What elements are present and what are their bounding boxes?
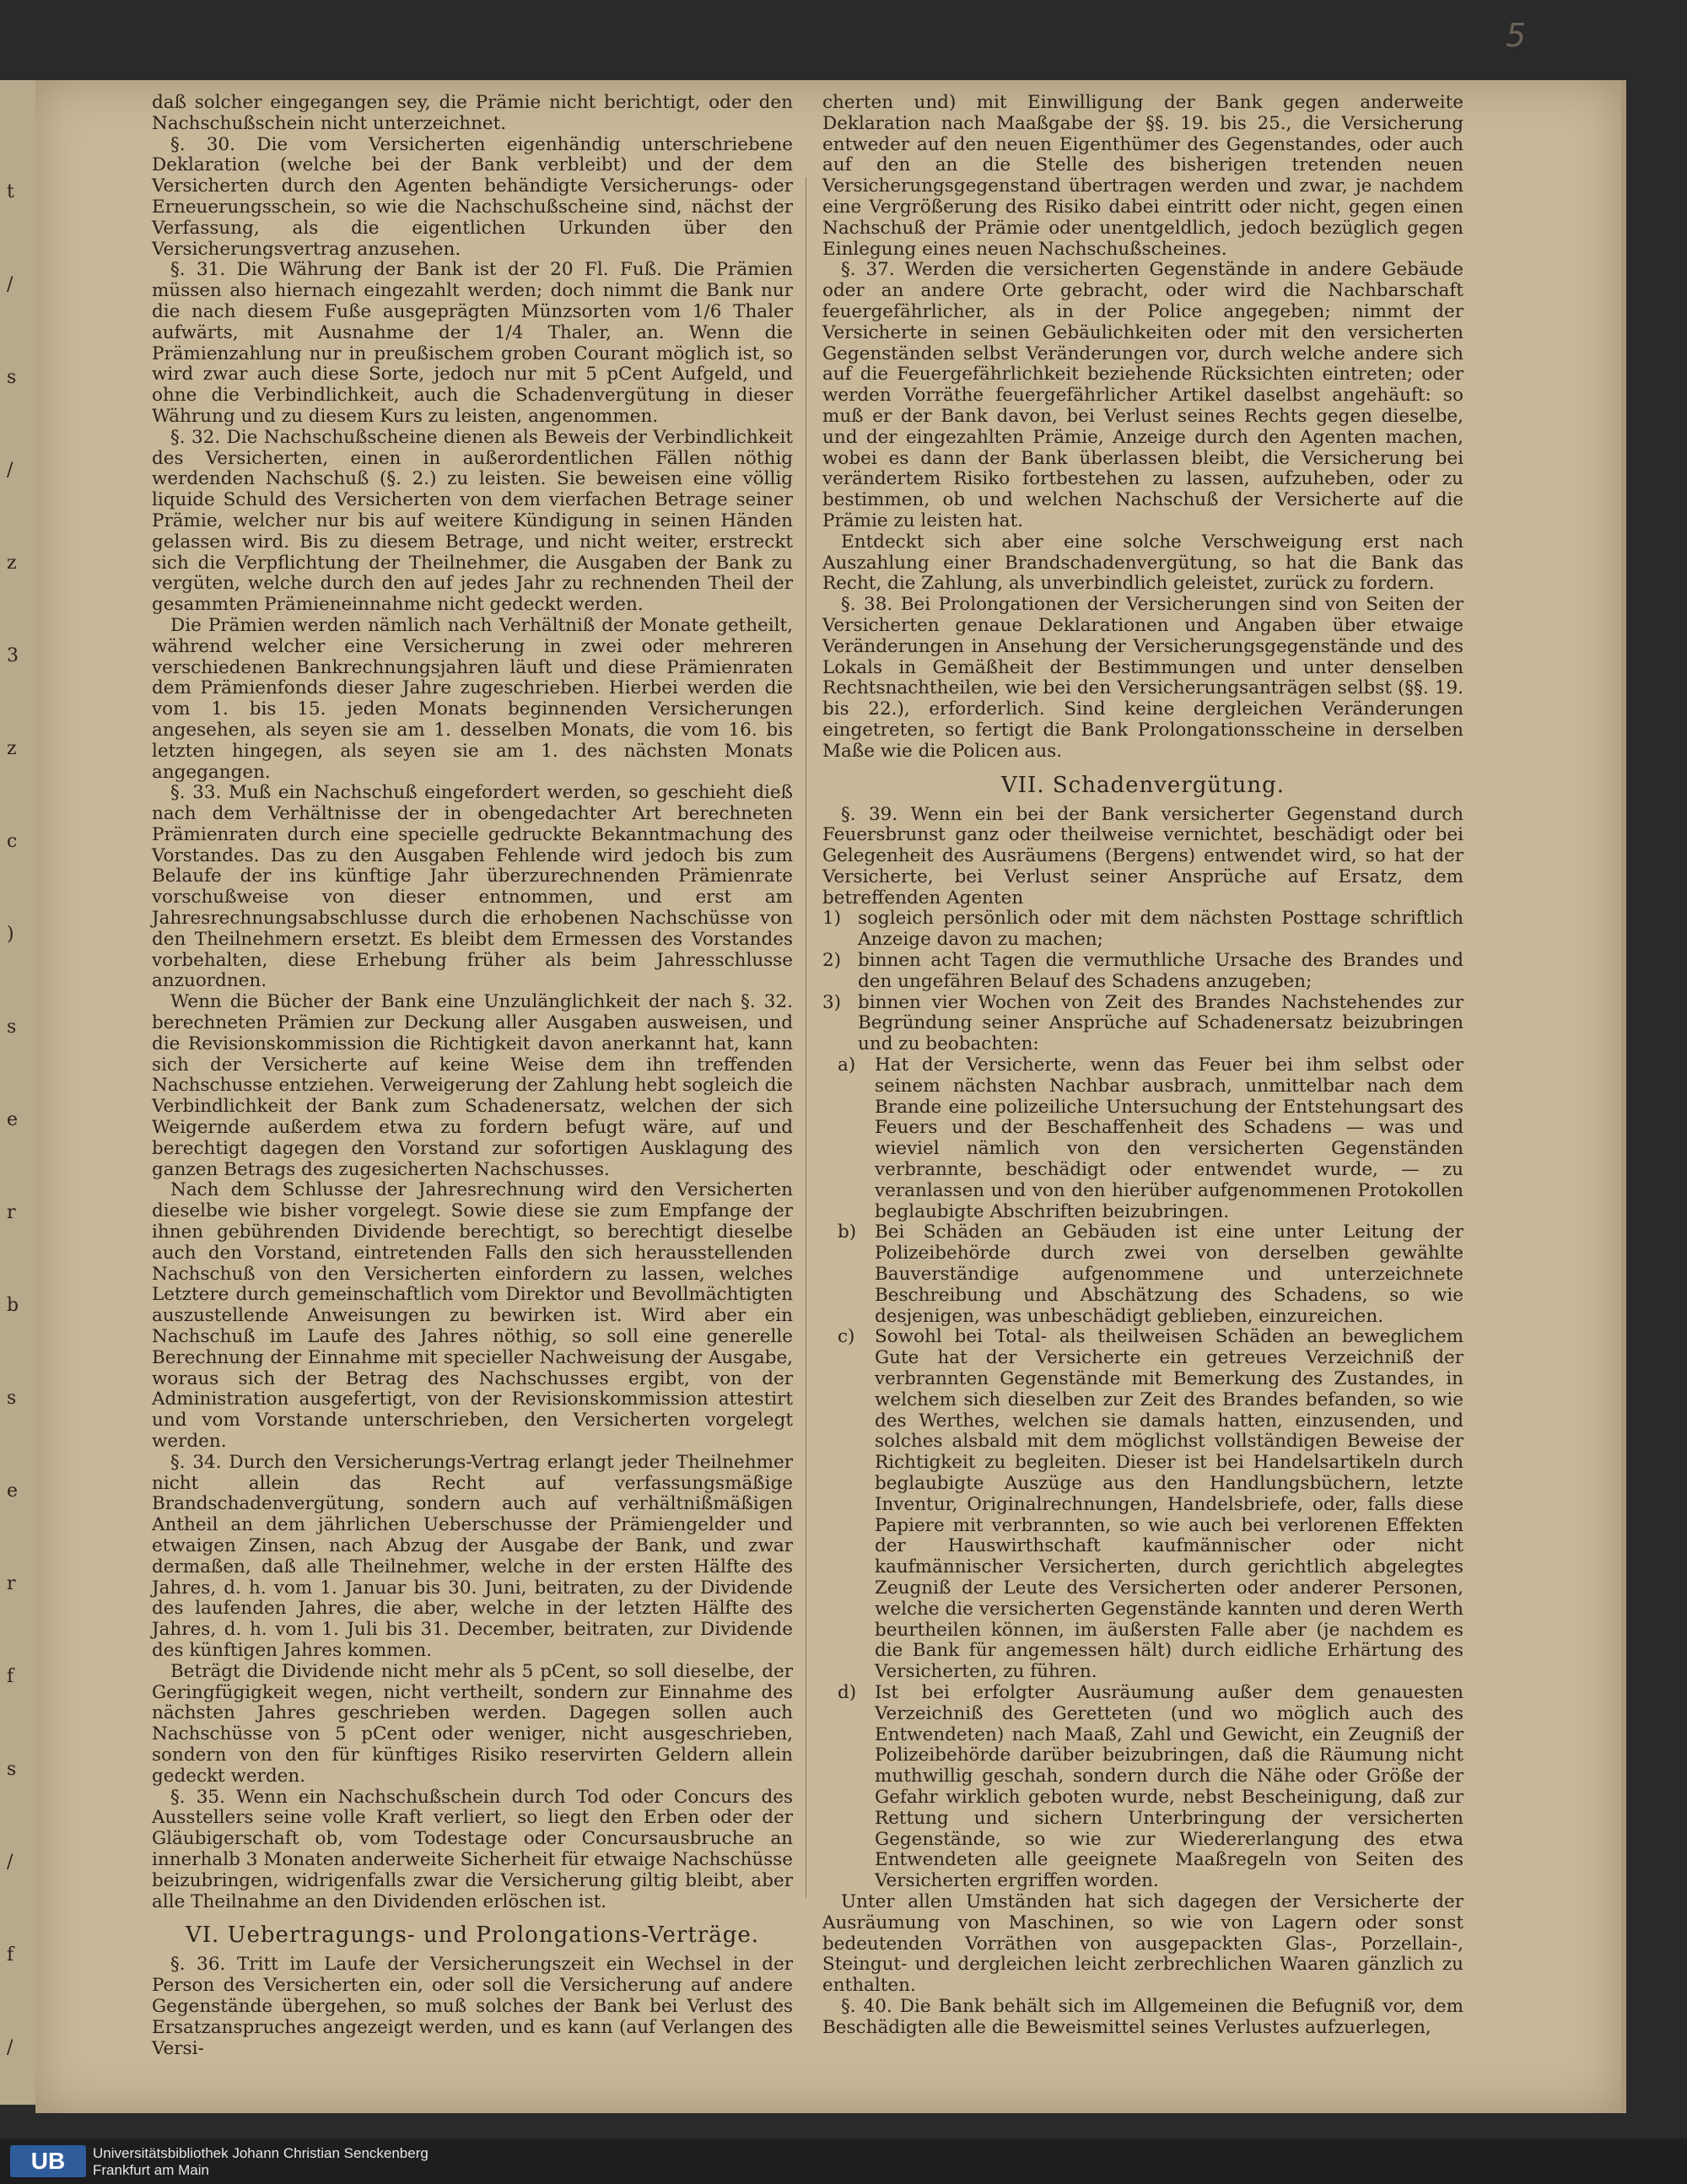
edge-mark: s [7,1388,17,1409]
edge-mark: t [7,181,14,202]
footer-text [93,2145,428,2179]
page-edge [1621,80,1626,2113]
list-marker: b) [838,1221,857,1243]
text-column-left [152,93,793,2059]
edge-mark: s [7,1759,17,1780]
list-marker: 2) [822,950,842,972]
paragraph: Unter allen Umständen hat sich dagegen der Versicherte der Ausräumung von Maschinen, so wie von Lagern oder sonst bedeutenden Vorräthen von ausgepackten Glas-, Porzellain-, Steingut- und dergleichen leicht zerbrechlichen Waaren gänzlich zu enthalten. [822,1890,1463,1997]
previous-page-edge [0,80,35,2105]
paragraph: §. 35. Wenn ein Nachschußschein durch Tod oder Concurs des Ausstellers seine volle Kraft verliert, so liegt den Erben oder der Gläubigerschaft ob, vom Todestage oder Concursausbruche an innerhalb 3 Monaten anderweite Sicherheit für etwaige Nachschüsse beizubringen, widrigenfalls zwar die Versicherung giltig bleibt, aber alle Theilnahme an den Dividenden erlöschen ist. [152,1786,793,1912]
edge-mark: s [7,1017,17,1038]
list-item [822,1683,1463,1892]
list-item-text: binnen vier Wochen von Zeit des Brandes Nachstehendes zur Begründung seiner Ansprüche auf Schadenersatz beizubringen und zu beobachten: [858,991,1463,1055]
list-item [822,909,1463,951]
edge-mark: / [7,1852,13,1873]
paragraph: §. 36. Tritt im Laufe der Versicherungszeit ein Wechsel in der Person des Versicherten ein, oder soll die Versicherung auf andere Gegenstände übergehen, so muß solches der Bank bei Verlust des Ersatzanspruches angezeigt werden, und es kann (auf Verlangen des Versi- [152,1954,793,2059]
list-item-text: binnen acht Tagen die vermuthliche Ursache des Brandes und den ungefähren Belauf des Schadens anzugeben; [858,950,1463,992]
institution-name: Universitätsbibliothek Johann Christian Senckenberg [93,2145,428,2161]
edge-marks [2,181,32,2122]
paragraph: §. 40. Die Bank behält sich im Allgemeinen die Befugniß vor, dem Beschädigten alle die Beweismittel seines Verlustes aufzuerlegen, [822,1995,1463,2038]
edge-mark: ) [7,924,14,945]
list-item [822,1055,1463,1222]
edge-mark: / [7,460,13,481]
paragraph: Nach dem Schlusse der Jahresrechnung wird den Versicherten dieselbe wie bisher vorgelegt. Sowie diese sie zum Empfange der ihnen gebührenden Dividende berechtigt, so berechtigt dieselbe auch den Vorstand, eintretenden Falls den sich herausstellenden Nachschuß von den Versicherten einfordern zu lassen, welches Letztere durch gemeinschaftlich vom Direktor und Bevollmächtigten auszustellende Anweisungen zu bewirken ist. Wird aber ein Nachschuß im Laufe des Jahres nöthig, so soll eine generelle Berechnung der Einnahme mit specieller Nachweisung der Ausgabe, woraus sich der Betrag des Nachschusses ergibt, von der Administration ausgefertigt, von der Revisionskommission attestirt und vom Vorstande unterschrieben, den Versicherten vorgelegt werden. [152,1179,793,1452]
edge-mark: / [7,274,13,295]
list-marker: 1) [822,908,842,930]
edge-mark: z [7,553,17,574]
paragraph: Wenn die Bücher der Bank eine Unzulänglichkeit der nach §. 32. berechneten Prämien zur Deckung aller Ausgaben ausweisen, und die Revisionskommission die Richtigkeit davon anerkannt hat, kann sich der Versicherte auf keine Weise dem ihn treffenden Nachschusse entziehen. Verweigerung der Zahlung hebt sogleich die Verbindlichkeit der Bank zum Schadenersatz, welchen der sich Weigernde außerdem etwa zu fordern befugt wäre, auf und berechtigt dagegen den Vorstand zur sofortigen Ausklagung des ganzen Betrags des zugesicherten Nachschusses. [152,991,793,1180]
text-column-right [822,93,1463,2039]
edge-mark: e [7,1480,19,1502]
paragraph: §. 37. Werden die versicherten Gegenstände in andere Gebäude oder an andere Orte gebracht, oder wird die Nachbarschaft feuergefährlicher, als in der Police angegeben; nimmt der Versicherte in seinen Gebäulichkeiten oder mit den versicherten Gegenständen selbst Veränderungen vor, durch welche andere sich auf die Feuergefährlichkeit beziehende Rücksichten eintreten; oder werden Vorräthe feuergefährlicher Artikel daselbst angehäuft: so muß er der Bank davon, bei Verlust seines Rechts gegen dieselbe, und der eingezahlten Prämie, Anzeige durch den Agenten machen, wobei es dann der Bank überlassen bleibt, die Versicherung bei verändertem Risiko fortbestehen zu lassen, aufzuheben, oder zu bestimmen, ob und welchen Nachschuß der Versicherte auf die Prämie zu leisten hat. [822,259,1463,531]
section-heading: VI. Uebertragungs- und Prolongations-Verträge. [186,1922,759,1949]
edge-mark: z [7,738,17,759]
edge-mark: / [7,2037,13,2058]
edge-mark: f [7,1666,14,1687]
paragraph: Beträgt die Dividende nicht mehr als 5 pCent, so soll dieselbe, der Geringfügigkeit wegen, nicht vertheilt, sondern zur Einnahme des nächsten Jahres geschrieben werden. Dagegen sollen auch Nachschüsse von 5 pCent oder weniger, nicht ausgeschrieben, sondern von den für künftiges Risiko reservirten Geldern allein gedeckt werden. [152,1660,793,1787]
section-heading: VII. Schadenvergütung. [1001,772,1285,798]
edge-mark: b [7,1295,19,1316]
paragraph: cherten und) mit Einwilligung der Bank gegen anderweite Deklaration nach Maaßgabe der §§. 19. bis 25., die Versicherung entweder auf den neuen Eigenthümer des Gegenstandes, oder auch auf den an die Stelle des bisherigen tretenden neuen Versicherungsgegenstand übertragen werden und zwar, je nachdem eine Vergrößerung des Risiko dabei eintritt oder nicht, gegen einen Nachschuß der Prämie oder unentgeldlich, jedoch bezüglich gegen Einlegung eines neuen Nachschußscheines. [822,92,1463,260]
list-marker: a) [838,1054,856,1076]
list-item-text: Bei Schäden an Gebäuden ist eine unter Leitung der Polizeibehörde durch zwei von derselben gewählte Bauverständige aufgenommene und unterzeichnete Beschreibung und Abschätzung des Schadens, so wie desjenigen, was unbeschädigt geblieben, einzureichen. [875,1221,1463,1327]
list-item-text: Hat der Versicherte, wenn das Feuer bei ihm selbst oder seinem nächsten Nachbar ausbrach, unmittelbar nach dem Brande eine polizeiliche Untersuchung der Entstehungsart des Feuers und der Beschaffenheit des Schadens — was und wieviel nämlich von den versicherten Gegenständen verbrannte, beschädigt oder entwendet wurde, — zu veranlassen und von den hierüber aufgenommenen Protokollen beglaubigte Abschriften beizubringen. [875,1054,1463,1222]
paragraph: Die Prämien werden nämlich nach Verhältniß der Monate getheilt, während welcher eine Versicherung in zwei oder mehreren verschiedenen Bankrechnungsjahren läuft und diese Prämienraten dem Prämienfonds dieser Jahre zugeschrieben. Hierbei werden die vom 1. bis 15. jeden Monats beginnenden Versicherungen angesehen, als seyen sie am 1. desselben Monats, die vom 16. bis letzten hingegen, als seyen sie am 1. des nächsten Monats angegangen. [152,614,793,783]
paragraph: §. 38. Bei Prolongationen der Versicherungen sind von Seiten der Versicherten genaue Deklarationen und Angaben über etwaige Veränderungen in Ansehung der Versicherungsgegenstände und des Lokals in Gemäßheit der Bestimmungen und unter denselben Rechtsnachtheilen, wie bei den Versicherungsanträgen selbst (§§. 19. bis 22.), erforderlich. Sind keine dergleichen Veränderungen eingetreten, so fertigt die Bank Prolongationsscheine in derselben Maße wie die Policen aus. [822,594,1463,762]
paragraph: §. 33. Muß ein Nachschuß eingefordert werden, so geschieht dieß nach dem Verhältnisse der in obengedachter Art berechneten Prämienraten durch eine specielle gedruckte Bekanntmachung des Vorstandes. Das zu den Ausgaben Fehlende wird jedoch bis zum Belaufe der ins künftige Jahr überzurechnenden Prämienrate vorschußweise von dieser entnommen, und erst am Jahresrechnungsabschlusse durch die erhobenen Nachschüsse von den Theilnehmern ersetzt. Es bleibt dem Ermessen des Vorstandes vorbehalten, diese Erhebung früher als beim Jahresschlusse anzuordnen. [152,782,793,992]
list-item [822,993,1463,1055]
paragraph: §. 39. Wenn ein bei der Bank versicherter Gegenstand durch Feuersbrunst ganz oder theilweise vernichtet, beschädigt oder bei Gelegenheit des Ausräumens (Bergens) entwendet wird, so hat der Versicherte, bei Verlust seiner Ansprüche auf Ersatz, dem betreffenden Agenten [822,803,1463,909]
paragraph: §. 34. Durch den Versicherungs-Vertrag erlangt jeder Theilnehmer nicht allein das Recht auf verfassungsmäßige Brandschadenvergütung, sondern auch auf verhältnißmäßigen Antheil an dem jährlichen Ueberschusse der Prämiengelder und etwaigen Zinsen, nach Abzug der Ausgabe der Bank, und zwar dermaßen, daß alle Theilnehmer, welche in der ersten Hälfte des Jahres, d. h. vom 1. Januar bis 30. Juni, beitraten, zu der Dividende des laufenden Jahres, die aber, welche in der letzten Hälfte des Jahres, d. h. vom 1. Juli bis 31. December, beitraten, zur Dividende des künftigen Jahres kommen. [152,1451,793,1661]
list-marker: c) [838,1326,855,1348]
paragraph: §. 32. Die Nachschußscheine dienen als Beweis der Verbindlichkeit des Versicherten, einen in außerordentlichen Fällen nöthig werdenden Nachschuß (§. 2.) zu leisten. Sie beweisen eine völlig liquide Schuld des Versicherten von dem vierfachen Betrage seiner Prämie, welcher nur bis auf weitere Kündigung in seinen Händen gelassen wird. Bis zu diesem Betrage, und nicht weiter, erstreckt sich die Verpflichtung der Theilnehmer, die Ausgaben der Bank zu vergüten, welche durch den auf jedes Jahr zu rechnenden Theil der gesammten Prämieneinnahme nicht gedeckt werden. [152,426,793,616]
list-item [822,1327,1463,1683]
paragraph: Entdeckt sich aber eine solche Verschweigung erst nach Auszahlung einer Brandschadenvergütung, so hat die Bank das Recht, die Zahlung, als unverbindlich geleistet, zurück zu fordern. [822,531,1463,595]
list-item-text: Ist bei erfolgter Ausräumung außer dem genauesten Verzeichniß des Geretteten (und wo möglich auch des Entwendeten) nach Maaß, Zahl und Gewicht, ein Zeugniß der Polizeibehörde darüber beizubringen, daß die Räumung nicht muthwillig geschah, sondern durch die Nähe oder Größe der Gefahr wirklich geboten wurde, nebst Bescheinigung, daß zur Rettung und sichern Unterbringung der versicherten Gegenstände, so wie zur Wiedererlangung des etwa Entwendeten alle geeignete Maaßregeln von Seiten des Versicherten ergriffen worden. [875,1681,1463,1892]
paragraph: §. 30. Die vom Versicherten eigenhändig unterschriebene Deklaration (welche bei der Bank verbleibt) und der dem Versicherten durch den Agenten behändigte Versicherungs- oder Erneuerungsschein, so wie die Nachschußscheine sind, nächst der Verfassung, als die eigentlichen Urkunden über den Versicherungsvertrag anzusehen. [152,133,793,260]
edge-mark: e [7,1109,19,1130]
edge-mark: r [7,1202,16,1223]
list-item [822,951,1463,993]
library-logo[interactable]: UB [10,2145,86,2177]
list-item [822,1222,1463,1327]
list-marker: d) [838,1681,857,1703]
list-item-text: sogleich persönlich oder mit dem nächsten Posttage schriftlich Anzeige davon zu machen; [858,908,1463,951]
list-item-text: Sowohl bei Total- als theilweisen Schäden an beweglichem Gute hat der Versicherte ein getreues Verzeichniß der verbrannten Gegenstände mit Bemerkung des Zustandes, in welchem sich dieselben zur Zeit des Brandes befanden, so wie des Werthes, welchen sie damals hatten, einzusenden, und solches alsbald mit dem möglichst vollständigen Beweise der Richtigkeit zu begleiten. Dieser ist bei Handelsartikeln durch beglaubigte Auszüge aus den Handlungsbüchern, letzte Inventur, Originalrechnungen, Handelsbriefe, oder, falls diese Papiere mit verbrannten, so wie auch bei verlorenen Effekten der Hauswirthschaft kaufmännischer oder nicht kaufmännischer Versicherten, durch gerichtlich abgelegtes Zeugniß der Leute des Versicherten oder anderer Personen, welche die versicherten Gegenstände kannten und deren Werth beurtheilen können, im äußersten Falle aber (je nachdem es die Bank für angemessen hält) durch eidliche Erhärtung des Versicherten, zu führen. [875,1326,1463,1683]
edge-mark: f [7,1944,14,1966]
edge-mark: 3 [7,645,19,666]
edge-mark: s [7,367,17,388]
paragraph: §. 31. Die Währung der Bank ist der 20 Fl. Fuß. Die Prämien müssen also hiernach eingezahlt werden; doch nimmt die Bank nur die nach diesem Fuße ausgeprägten Münzsorten vom 1/6 Thaler aufwärts, mit Ausnahme der 1/4 Thaler, an. Wenn die Prämienzahlung nur in preußischem groben Courant möglich ist, so wird zwar auch diese Sorte, jedoch nur mit 5 pCent Aufgeld, und ohne die Verbindlichkeit, auch die Schadenvergütung in dieser Währung und zu diesem Kurs zu leisten, angenommen. [152,259,793,427]
footer-bar [0,2138,1687,2184]
list-marker: 3) [822,991,842,1013]
lettered-list [822,1055,1463,1892]
page-number: 5 [1506,17,1527,54]
edge-mark: c [7,831,18,852]
institution-city: Frankfurt am Main [93,2162,209,2178]
paragraph: daß solcher eingegangen sey, die Prämie nicht berichtigt, oder den Nachschußschein nicht unterzeichnet. [152,92,793,134]
numbered-list [822,909,1463,1055]
edge-mark: r [7,1573,16,1594]
